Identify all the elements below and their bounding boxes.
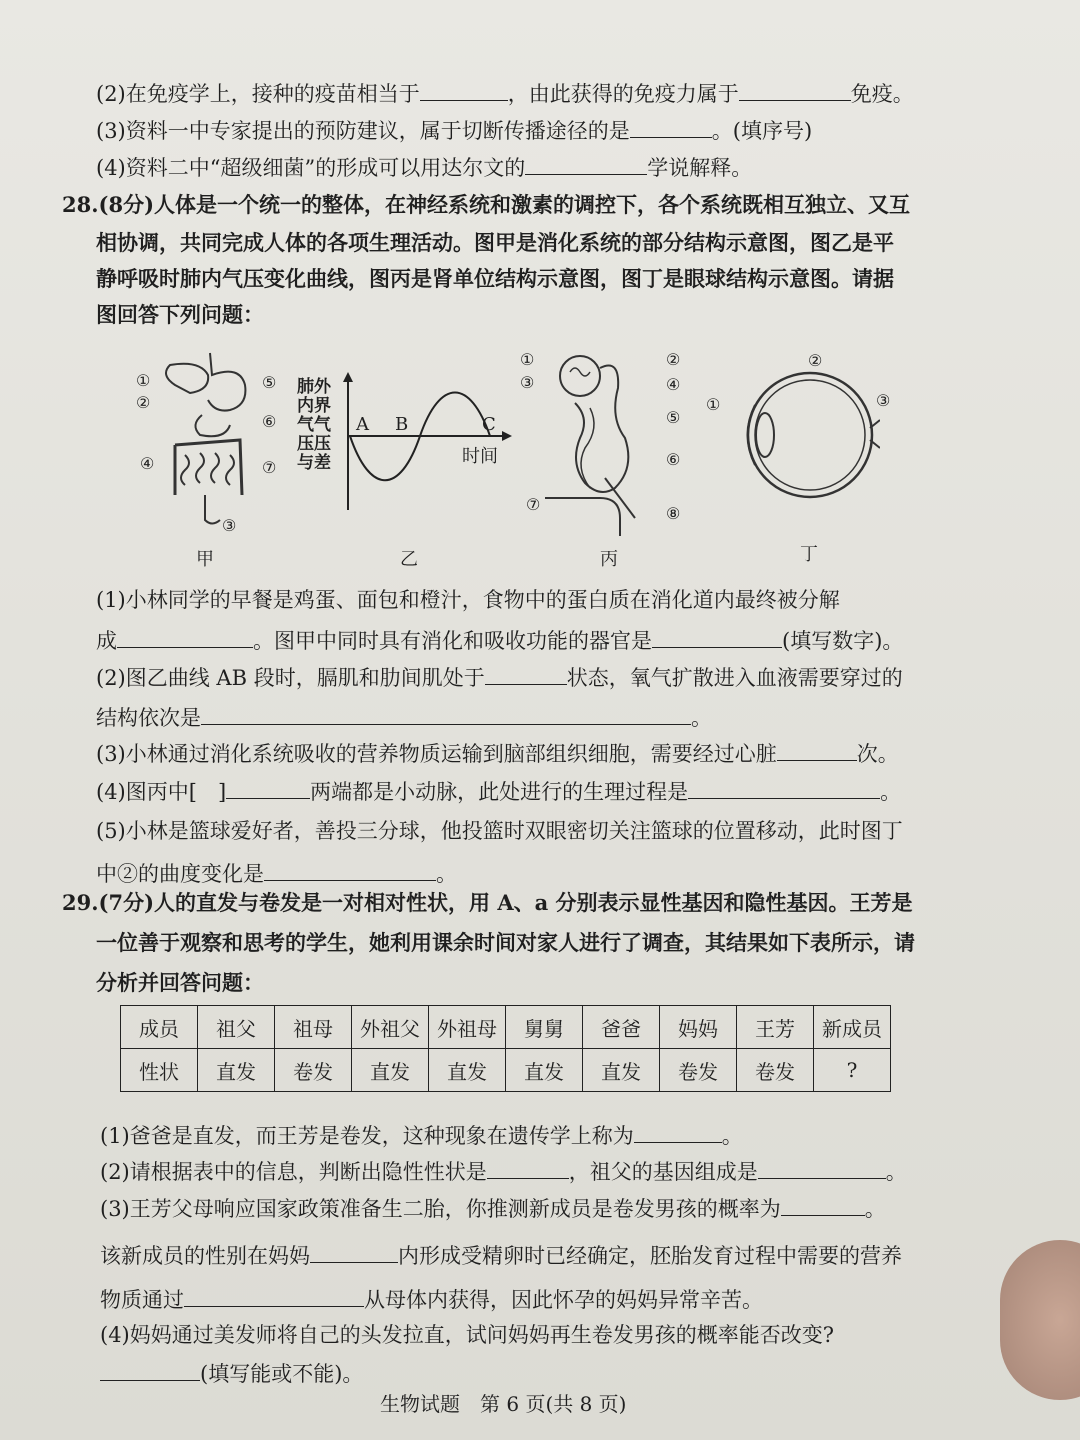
table-cell: 直发 [506, 1049, 583, 1092]
label-5: ⑤ [262, 373, 277, 392]
label-1: ① [136, 371, 151, 390]
table-cell: 祖母 [275, 1006, 352, 1049]
table-cell: 祖父 [198, 1006, 275, 1049]
q28-intro-3: 静呼吸时肺内气压变化曲线，图丙是肾单位结构示意图，图丁是眼球结构示意图。请据 [96, 266, 894, 291]
table-cell: 卷发 [737, 1049, 814, 1092]
q28-s5a: (5)小林是篮球爱好者，善投三分球，他投篮时双眼密切关注篮球的位置移动，此时图丁 [96, 819, 903, 843]
q29-intro-1: 29.(7分)人的直发与卷发是一对相对性状，用 A、a 分别表示显性基因和隐性基因。王芳是 [62, 890, 913, 915]
label-7: ⑦ [262, 458, 277, 477]
label-2: ② [666, 350, 681, 369]
table-cell: 外祖父 [352, 1006, 429, 1049]
label-2: ② [808, 351, 823, 370]
fig-yi-caption: 乙 [400, 549, 418, 570]
q28-s1b: 成 。图甲中同时具有消化和吸收功能的器官是 (填写数字)。 [96, 625, 903, 656]
q27-line-4: (4)资料二中“超级细菌”的形成可以用达尔文的 学说解释。 [96, 152, 752, 183]
fig-ding-caption: 丁 [800, 544, 818, 565]
label-8: ⑧ [666, 504, 681, 523]
point-c: C [482, 414, 496, 435]
table-cell: 妈妈 [660, 1006, 737, 1049]
page-footer: 生物试题 第 6 页(共 8 页) [380, 1392, 627, 1416]
family-survey-table [120, 1005, 891, 1092]
yi-y-axis-label: 肺外 内界 气气 压压 与差 [297, 377, 331, 473]
point-a: A [356, 414, 369, 435]
table-cell: 卷发 [660, 1049, 737, 1092]
label-1: ① [706, 395, 721, 414]
q28-intro-2: 相协调，共同完成人体的各项生理活动。图甲是消化系统的部分结构示意图，图乙是平 [96, 230, 894, 255]
table-cell: 新成员 [814, 1006, 891, 1049]
q29-s1: (1)爸爸是直发，而王芳是卷发，这种现象在遗传学上称为 。 [100, 1120, 743, 1151]
q28-s5b: 中②的曲度变化是 。 [96, 858, 457, 889]
thumb-shadow [1000, 1240, 1080, 1400]
x-axis-label: 时间 [462, 446, 498, 467]
label-3: ③ [520, 373, 535, 392]
q28-s4: (4)图丙中[ ] 两端都是小动脉，此处进行的生理过程是 。 [96, 776, 901, 807]
label-6: ⑥ [666, 450, 681, 469]
point-b: B [395, 414, 409, 435]
table-cell: 直发 [429, 1049, 506, 1092]
q29-s4a: (4)妈妈通过美发师将自己的头发拉直，试问妈妈再生卷发男孩的概率能否改变? [100, 1323, 835, 1347]
nephron-diagram [540, 348, 665, 538]
fig-jia-caption: 甲 [196, 549, 214, 570]
eyeball-diagram [730, 360, 880, 510]
q29-s2: (2)请根据表中的信息，判断出隐性性状是 ，祖父的基因组成是 。 [100, 1156, 907, 1187]
q29-s4b: (填写能或不能)。 [100, 1358, 363, 1389]
q29-s3a: (3)王芳父母响应国家政策准备生二胎，你推测新成员是卷发男孩的概率为 。 [100, 1193, 886, 1224]
table-cell: 成员 [121, 1006, 198, 1049]
label-7: ⑦ [526, 495, 541, 514]
q28-intro-4: 图回答下列问题： [96, 302, 264, 327]
table-row [121, 1049, 891, 1092]
table-cell: 性状 [121, 1049, 198, 1092]
fig-bing-caption: 丙 [600, 549, 618, 570]
table-cell: 舅舅 [506, 1006, 583, 1049]
q28-s2c: 结构依次是 。 [96, 702, 712, 733]
label-2: ② [136, 393, 151, 412]
table-cell: ? [814, 1049, 891, 1092]
q27-line-3: (3)资料一中专家提出的预防建议，属于切断传播途径的是 。(填序号) [96, 115, 812, 146]
label-1: ① [520, 350, 535, 369]
q28-s3: (3)小林通过消化系统吸收的营养物质运输到脑部组织细胞，需要经过心脏 次。 [96, 738, 899, 769]
q29-intro-3: 分析并回答问题： [96, 970, 264, 995]
label-4: ④ [666, 375, 681, 394]
label-3: ③ [222, 516, 237, 535]
table-cell: 卷发 [275, 1049, 352, 1092]
q29-s3c: 该新成员的性别在妈妈 内形成受精卵时已经确定，胚胎发育过程中需要的营养 [100, 1240, 902, 1271]
q28-s1a: (1)小林同学的早餐是鸡蛋、面包和橙汁，食物中的蛋白质在消化道内最终被分解 [96, 588, 840, 612]
table-cell: 直发 [583, 1049, 660, 1092]
table-cell: 爸爸 [583, 1006, 660, 1049]
q28-s2a: (2)图乙曲线 AB 段时，膈肌和肋间肌处于 状态，氧气扩散进入血液需要穿过的 [96, 662, 903, 693]
label-5: ⑤ [666, 408, 681, 427]
q29-intro-2: 一位善于观察和思考的学生，她利用课余时间对家人进行了调查，其结果如下表所示，请 [96, 930, 915, 955]
label-6: ⑥ [262, 412, 277, 431]
label-4: ④ [140, 454, 155, 473]
q27-line-2: (2)在免疫学上，接种的疫苗相当于 ，由此获得的免疫力属于 免疫。 [96, 78, 914, 109]
table-cell: 外祖母 [429, 1006, 506, 1049]
table-cell: 王芳 [737, 1006, 814, 1049]
table-cell: 直发 [198, 1049, 275, 1092]
table-cell: 直发 [352, 1049, 429, 1092]
table-row [121, 1006, 891, 1049]
label-3: ③ [876, 391, 891, 410]
q28-intro-1: 28.(8分)人体是一个统一的整体，在神经系统和激素的调控下，各个系统既相互独立、又互 [62, 192, 911, 217]
q29-s3e: 物质通过 从母体内获得，因此怀孕的妈妈异常辛苦。 [100, 1284, 763, 1315]
